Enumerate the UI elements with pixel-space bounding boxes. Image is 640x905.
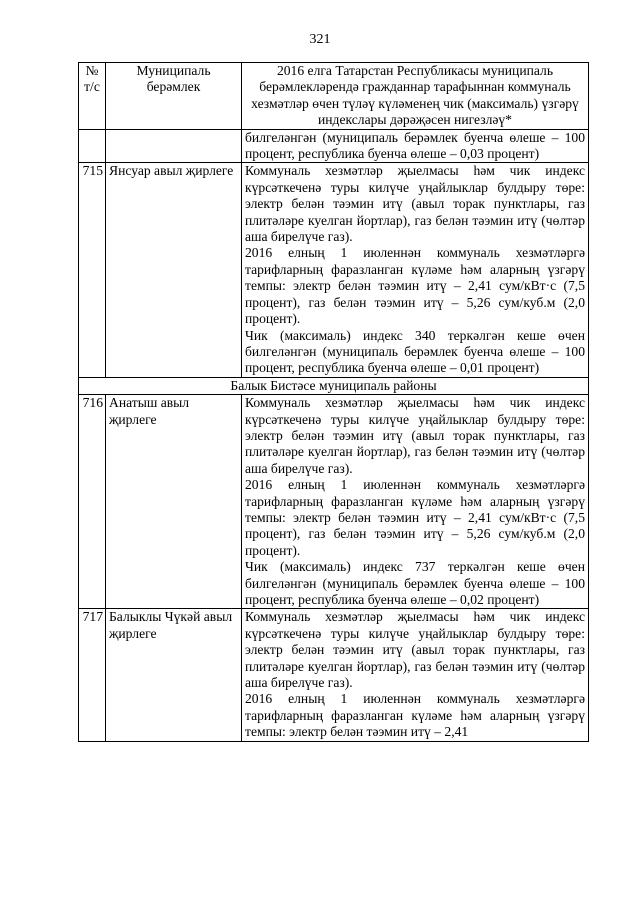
row-paragraph: Коммуналь хезмәтләр җыелмасы һәм чик индекс күрсәткеченә туры килүче уңайлыклар булдыру төре: электр белән тәэмин итү (авыл торак пунктлары, газ плитәләре куелган йортлар), газ белән тәэмин итү (чөлтәр аша бирелүче газ). bbox=[245, 395, 585, 476]
header-number: № т/с bbox=[79, 63, 106, 130]
indices-table bbox=[78, 62, 589, 742]
row-municipality: Анатыш авыл җирлеге bbox=[106, 395, 242, 609]
row-description bbox=[242, 395, 589, 609]
section-row bbox=[79, 377, 589, 394]
row-description bbox=[242, 163, 589, 377]
row-paragraph: Коммуналь хезмәтләр җыелмасы һәм чик индекс күрсәткеченә туры килүче уңайлыклар булдыру төре: электр белән тәэмин итү (авыл торак пунктлары, газ плитәләре куелган йортлар), газ белән тәэмин итү (чөлтәр аша бирелүче газ). bbox=[245, 163, 585, 245]
header-municipality: Муниципаль берәмлек bbox=[106, 63, 242, 130]
header-description: 2016 елга Татарстан Республикасы муниципаль берәмлекләрендә гражданнар тарафыннан коммуналь хезмәтләр өчен түләү күләменең чик (максималь) үзгәрү индекслары дәрәҗәсен нигезләү* bbox=[242, 63, 589, 130]
row-number: 715 bbox=[79, 163, 106, 377]
row-number: 716 bbox=[79, 395, 106, 609]
row-paragraph: Чик (максималь) индекс 737 теркәлгән кеше өчен билгеләнгән (муниципаль берәмлек буенча өлеше – 100 процент, республика буенча өлеше – 0,02 процент) bbox=[245, 559, 585, 607]
row-paragraph: Чик (максималь) индекс 340 теркәлгән кеше өчен билгеләнгән (муниципаль берәмлек буенча өлеше – 100 процент, республика буенча өлеше – 0,01 процент) bbox=[245, 327, 585, 376]
row-paragraph: 2016 елның 1 июленнән коммуналь хезмәтләргә тарифларның фаразланган күләме һәм аларның үзгәрү темпы: электр белән тәэмин итү – 2,41 сум/кВт·с (7,5 процент), газ белән тәэмин итү – 5,26 сум/куб.м (2,0 процент). bbox=[245, 477, 585, 558]
table-row bbox=[79, 163, 589, 377]
row-description bbox=[242, 609, 589, 741]
row-paragraph: 2016 елның 1 июленнән коммуналь хезмәтләргә тарифларның фаразланган күләме һәм аларның үзгәрү темпы: электр белән тәэмин итү – 2,41 сум/кВт·с (7,5 процент), газ белән тәэмин итү – 5,26 сум/куб.м (2,0 процент). bbox=[245, 245, 585, 327]
table-header-row bbox=[79, 63, 589, 130]
row-municipality: Янсуар авыл җирлеге bbox=[106, 163, 242, 377]
page-number: 321 bbox=[309, 32, 331, 47]
table-row-continuation bbox=[79, 129, 589, 163]
row-number: 717 bbox=[79, 609, 106, 741]
row-paragraph: 2016 елның 1 июленнән коммуналь хезмәтләргә тарифларның фаразланган күләме һәм аларның үзгәрү темпы: электр белән тәэмин итү – 2,41 bbox=[245, 691, 585, 740]
row-paragraph: Коммуналь хезмәтләр җыелмасы һәм чик индекс күрсәткеченә туры килүче уңайлыклар булдыру төре: электр белән тәэмин итү (авыл торак пунктлары, газ плитәләре куелган йортлар), газ белән тәэмин итү (чөлтәр аша бирелүче газ). bbox=[245, 609, 585, 691]
section-title: Балык Бистәсе муниципаль районы bbox=[79, 377, 589, 394]
table-row bbox=[79, 609, 589, 741]
continuation-text: билгеләнгән (муниципаль берәмлек буенча өлеше – 100 процент, республика буенча өлеше – 0,03 процент) bbox=[242, 129, 589, 163]
table-row bbox=[79, 395, 589, 609]
row-municipality: Балыклы Чүкәй авыл җирлеге bbox=[106, 609, 242, 741]
